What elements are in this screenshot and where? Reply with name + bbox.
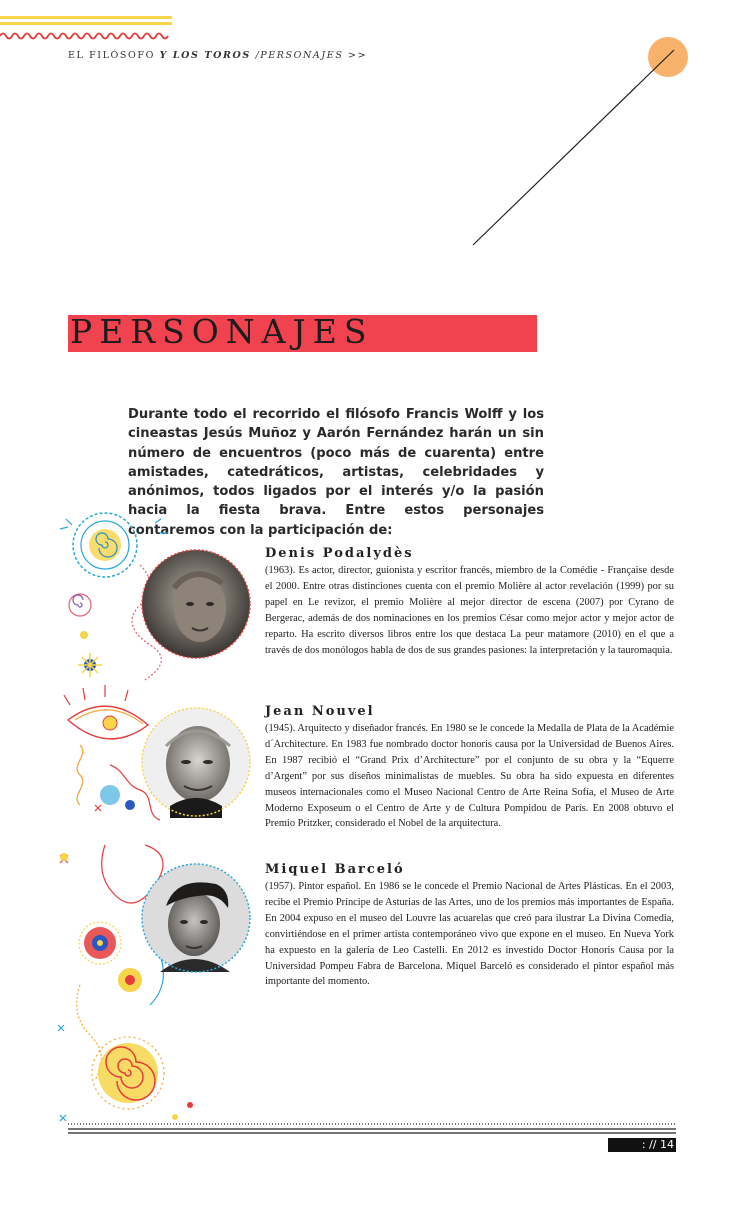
star-burst bbox=[78, 653, 102, 677]
person-name-1: Denis Podalydès bbox=[265, 546, 414, 561]
person-bio-2: (1945). Arquitecto y diseñador francés. En 1980 se le concede la Medalla de Plata de la Académie d´Architecture. En 1983 fue nombrado doctor honoris causa por la Universidad de Buenos Aires. En 1987 recibió el “Grand Prix d’Architecture” por el conjunto de su obra y la “Equerre d’Argent” por sus diseños minimalistas de muebles. Su obra ha sido expuesta en diferentes museos internacionales como el Museo Nacional Centro de Arte Reina Sofía, el Museo de Arte Moderno Exposeum o el Centro de Arte y de Cultura Pompidou de París. En 2008 obtuvo el Premio Pritzker, considerado el Nobel de la arquitectura. bbox=[265, 723, 674, 830]
magazine-title-part2: Y LOS TOROS bbox=[159, 50, 251, 61]
portrait-jean-nouvel bbox=[140, 706, 252, 818]
diagonal-line bbox=[473, 50, 674, 245]
flower-red bbox=[79, 922, 121, 964]
person-name-3: Miquel Barceló bbox=[265, 862, 405, 877]
decorative-line-dot bbox=[460, 30, 700, 260]
eye-shape bbox=[64, 685, 148, 739]
intro-paragraph: Durante todo el recorrido el filósofo Francis Wolff y los cineastas Jesús Muñoz y Aarón Fernández harán un sin número de encuentros (poco más de cuarenta) entre amistades, catedráticos, artistas, celebridades y anónimos, todos ligados por el interés y/o la pasión hacia la fiesta brava. Entre estos personajes contaremos con la participación de: bbox=[128, 407, 544, 538]
footer-rule bbox=[68, 1120, 678, 1136]
spiral-top bbox=[73, 513, 137, 577]
person-name-2: Jean Nouvel bbox=[265, 704, 375, 719]
top-decorative-stripes bbox=[0, 0, 180, 42]
spiral-sun bbox=[92, 1037, 164, 1109]
running-header bbox=[68, 50, 367, 61]
flower-yellow bbox=[118, 968, 142, 992]
orange-dot bbox=[648, 37, 688, 77]
section-label: /PERSONAJES >> bbox=[255, 50, 368, 61]
page-title: PERSONAJES bbox=[70, 312, 374, 351]
person-bio-3: (1957). Pintor español. En 1986 se le concede el Premio Nacional de Artes Plásticas. En el 2003, recibe el Premio Príncipe de Asturias de las Artes, uno de los premios más importantes de España. En 2004 expuso en el museo del Louvre las acuarelas que creó para ilustrar La Divina Comedia, convirtiéndose en el primer artista contemporáneo vivo que expone en el museo. En Nueva York ha expuesto en la galería de Leo Castelli. En 2012 es investido Doctor Honoris Causa por la Universidad Pompeu Fabra de Barcelona. Miquel Barceló es considerado el pintor español más importante del momento. bbox=[265, 881, 674, 988]
portrait-denis-podalydes bbox=[140, 548, 252, 660]
page-number bbox=[608, 1138, 676, 1152]
page-number-text: : // 14 bbox=[641, 1138, 674, 1151]
person-bio-1: (1963). Es actor, director, guionista y escritor francés, miembro de la Comédie - Française desde el 2000. Entre otras distinciones cuenta con el premio Molière al actor revelación (1999) por su papel en Le revizor, el premio Molière al mejor director de escena (2007) por Cyrano de Bergerac, además de dos nominaciones en los premios César como mejor actor y mejor actor de reparto. Ha escrito diversos libros entre los que destaca La peur matamore (2010) en el que a través de dos monólogos habla de dos de sus grandes pasiones: la interpretación y la tauromaquia. bbox=[265, 565, 674, 656]
portrait-miquel-barcelo bbox=[140, 862, 252, 974]
magazine-title-part1: EL FILÓSOFO bbox=[68, 50, 155, 61]
